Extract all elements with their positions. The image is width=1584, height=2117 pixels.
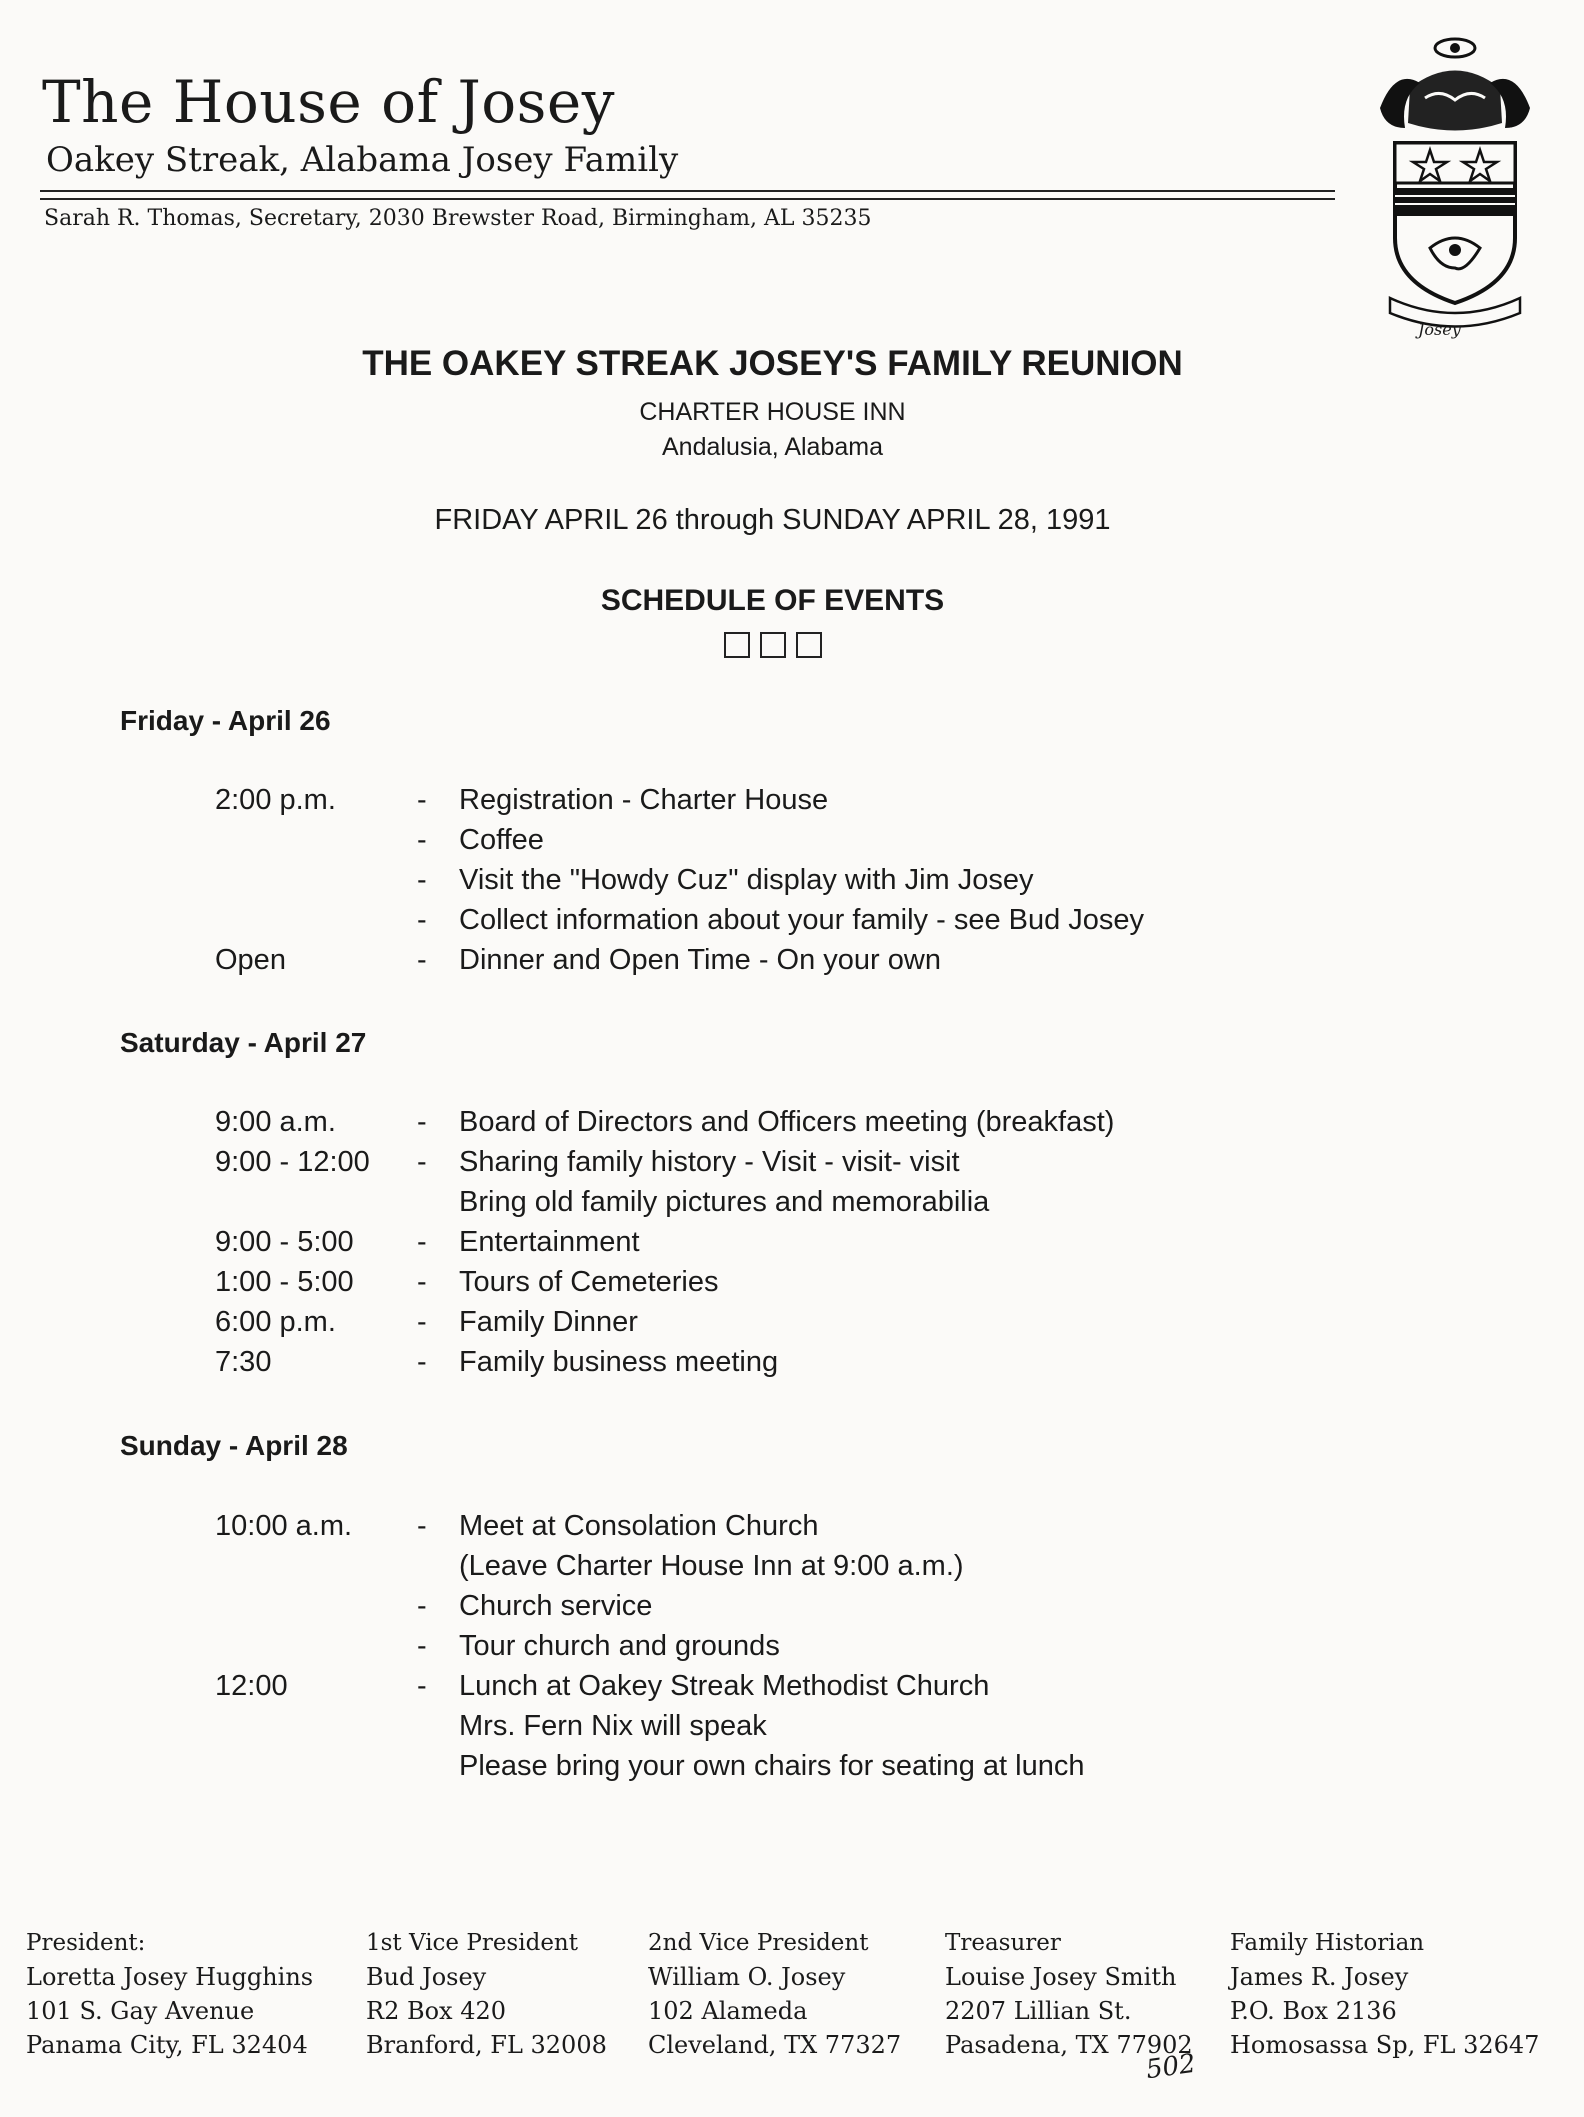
event-description: Sharing family history - Visit - visit- visit xyxy=(459,1146,960,1178)
officer-president xyxy=(26,1926,313,2062)
event-description: Entertainment xyxy=(459,1226,640,1258)
venue-city: Andalusia, Alabama xyxy=(662,433,883,461)
event-description: Visit the "Howdy Cuz" display with Jim Josey xyxy=(459,864,1034,896)
event-dash: - xyxy=(417,1510,427,1542)
officer-address: 101 S. Gay Avenue xyxy=(26,1997,255,2025)
officer-city: Branford, FL 32008 xyxy=(366,2031,607,2059)
letterhead-divider xyxy=(40,190,1335,192)
officer-role: Family Historian xyxy=(1230,1930,1425,1956)
officer-role: 1st Vice President xyxy=(366,1930,578,1956)
secretary-contact-line: Sarah R. Thomas, Secretary, 2030 Brewster Road, Birmingham, AL 35235 xyxy=(44,206,872,231)
square-icon xyxy=(724,632,750,658)
officer-first-vice-president xyxy=(366,1926,607,2062)
officer-name: Bud Josey xyxy=(366,1963,487,1991)
event-dash: - xyxy=(417,1226,427,1258)
event-dash: - xyxy=(417,824,427,856)
event-time: 12:00 xyxy=(215,1670,288,1702)
event-description: Dinner and Open Time - On your own xyxy=(459,944,941,976)
officer-name: William O. Josey xyxy=(648,1963,846,1991)
officer-family-historian xyxy=(1230,1926,1539,2062)
officer-address: 102 Alameda xyxy=(648,1997,808,2025)
letterhead-divider xyxy=(40,198,1335,200)
officer-address: P.O. Box 2136 xyxy=(1230,1997,1397,2025)
handwritten-note: 502 xyxy=(1144,2048,1198,2086)
event-time: Open xyxy=(215,944,286,976)
event-time: 9:00 - 5:00 xyxy=(215,1226,354,1258)
event-description: Family Dinner xyxy=(459,1306,638,1338)
officer-name: Louise Josey Smith xyxy=(945,1963,1177,1991)
officer-treasurer xyxy=(945,1926,1193,2062)
event-description: Registration - Charter House xyxy=(459,784,829,816)
letterhead-title: The House of Josey xyxy=(42,68,616,136)
event-dash: - xyxy=(417,1670,427,1702)
reunion-title: THE OAKEY STREAK JOSEY'S FAMILY REUNION xyxy=(362,344,1183,383)
event-time: 6:00 p.m. xyxy=(215,1306,336,1338)
event-description: Tours of Cemeteries xyxy=(459,1266,719,1298)
event-description: Meet at Consolation Church xyxy=(459,1510,819,1542)
day-heading-friday: Friday - April 26 xyxy=(120,705,331,736)
event-time: 9:00 a.m. xyxy=(215,1106,336,1138)
venue-name: CHARTER HOUSE INN xyxy=(639,398,906,426)
officer-second-vice-president xyxy=(648,1926,901,2062)
event-dash: - xyxy=(417,1266,427,1298)
event-description: Bring old family pictures and memorabilia xyxy=(459,1186,990,1218)
officer-city: Panama City, FL 32404 xyxy=(26,2031,308,2059)
event-description: Board of Directors and Officers meeting (breakfast) xyxy=(459,1106,1115,1138)
officer-address: 2207 Lillian St. xyxy=(945,1997,1132,2025)
event-dash: - xyxy=(417,1630,427,1662)
event-description: Family business meeting xyxy=(459,1346,779,1378)
square-icon xyxy=(796,632,822,658)
decorative-boxes xyxy=(0,632,1545,658)
day-heading-saturday: Saturday - April 27 xyxy=(120,1027,367,1058)
officer-name: Loretta Josey Hugghins xyxy=(26,1963,314,1991)
event-dash: - xyxy=(417,784,427,816)
event-dash: - xyxy=(417,1590,427,1622)
event-dash: - xyxy=(417,1106,427,1138)
letterhead-subtitle: Oakey Streak, Alabama Josey Family xyxy=(46,140,679,180)
officer-role: Treasurer xyxy=(945,1930,1061,1956)
event-dash: - xyxy=(417,1346,427,1378)
event-dash: - xyxy=(417,864,427,896)
event-dash: - xyxy=(417,904,427,936)
event-time: 7:30 xyxy=(215,1346,272,1378)
event-dash: - xyxy=(417,944,427,976)
officer-city: Cleveland, TX 77327 xyxy=(648,2031,902,2059)
officer-address: R2 Box 420 xyxy=(366,1997,507,2025)
event-description: Church service xyxy=(459,1590,653,1622)
officer-role: President: xyxy=(26,1930,146,1956)
day-heading-sunday: Sunday - April 28 xyxy=(120,1430,348,1461)
square-icon xyxy=(760,632,786,658)
event-description: Please bring your own chairs for seating at lunch xyxy=(459,1750,1085,1782)
officer-role: 2nd Vice President xyxy=(648,1930,869,1956)
event-description: Tour church and grounds xyxy=(459,1630,780,1662)
event-time: 1:00 - 5:00 xyxy=(215,1266,354,1298)
crest-caption: Josey xyxy=(1418,320,1461,339)
event-dash: - xyxy=(417,1146,427,1178)
event-time: 10:00 a.m. xyxy=(215,1510,353,1542)
family-crest-icon xyxy=(1370,28,1540,348)
event-description: Collect information about your family - see Bud Josey xyxy=(459,904,1145,936)
officer-name: James R. Josey xyxy=(1230,1963,1409,1991)
event-description: Lunch at Oakey Streak Methodist Church xyxy=(459,1670,990,1702)
reunion-dates: FRIDAY APRIL 26 through SUNDAY APRIL 28, 1991 xyxy=(434,504,1111,536)
event-time: 9:00 - 12:00 xyxy=(215,1146,370,1178)
officer-city: Pasadena, TX 77902 xyxy=(945,2031,1193,2059)
event-dash: - xyxy=(417,1306,427,1338)
schedule-heading: SCHEDULE OF EVENTS xyxy=(600,584,945,617)
event-description: (Leave Charter House Inn at 9:00 a.m.) xyxy=(459,1550,964,1582)
event-description: Coffee xyxy=(459,824,544,856)
event-time: 2:00 p.m. xyxy=(215,784,336,816)
event-description: Mrs. Fern Nix will speak xyxy=(459,1710,767,1742)
officer-city: Homosassa Sp, FL 32647 xyxy=(1230,2031,1540,2059)
